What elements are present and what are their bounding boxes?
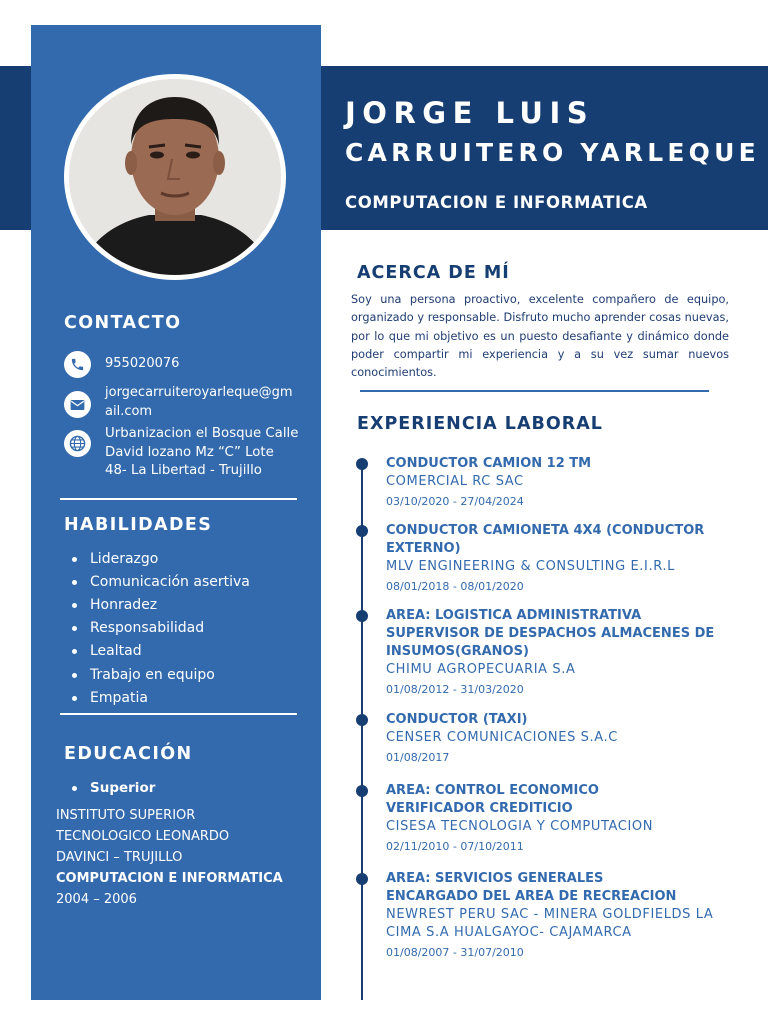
bullet-icon — [72, 557, 77, 562]
name-first: JORGE LUIS — [345, 96, 595, 130]
skill-item: Empatia — [72, 687, 250, 710]
job-entry — [386, 607, 726, 697]
bullet-icon — [72, 626, 77, 631]
sidebar-divider — [60, 713, 297, 715]
education-institution-line: INSTITUTO SUPERIOR — [56, 808, 196, 823]
contact-phone — [64, 351, 299, 378]
job-title: AREA: CONTROL ECONOMICO — [386, 783, 599, 798]
job-company: CENSER COMUNICACIONES S.A.C — [386, 730, 618, 745]
job-company: CHIMU AGROPECUARIA S.A — [386, 662, 576, 677]
skill-item: Honradez — [72, 594, 250, 617]
education-career: COMPUTACION E INFORMATICA — [56, 871, 283, 886]
experience-heading: EXPERIENCIA LABORAL — [357, 414, 603, 434]
job-dates: 02/11/2010 - 07/10/2011 — [386, 840, 524, 853]
job-title: VERIFICADOR CREDITICIO — [386, 801, 573, 816]
job-company: COMERCIAL RC SAC — [386, 474, 524, 489]
section-divider — [360, 390, 709, 392]
timeline-dot — [356, 785, 368, 797]
education-institution-line: TECNOLOGICO LEONARDO — [56, 829, 230, 844]
bullet-icon — [72, 649, 77, 654]
job-dates: 03/10/2020 - 27/04/2024 — [386, 495, 524, 508]
contact-address — [64, 425, 299, 481]
education-institution-line: DAVINCI – TRUJILLO — [56, 850, 183, 865]
timeline-dot — [356, 610, 368, 622]
contact-heading: CONTACTO — [64, 313, 182, 333]
timeline-dot — [356, 714, 368, 726]
skill-item: Responsabilidad — [72, 617, 250, 640]
skills-list — [72, 548, 250, 710]
job-dates: 01/08/2012 - 31/03/2020 — [386, 683, 524, 696]
education-years: 2004 – 2006 — [56, 892, 137, 907]
timeline-line — [361, 462, 363, 1000]
job-company: CIMA S.A HUALGAYOC- CAJAMARCA — [386, 925, 632, 940]
timeline-dot — [356, 458, 368, 470]
globe-icon — [64, 430, 91, 457]
job-title: CONDUCTOR CAMION 12 TM — [386, 456, 592, 471]
about-text: Soy una persona proactivo, excelente compañero de equipo, organizado y responsable. Disfruto mucho aprender cosas nuevas, por lo que mi objetivo es un puesto desafiante y dinámico donde poder compartir mi experiencia y a su vez sumar nuevos conocimientos. — [351, 293, 729, 380]
timeline-dot — [356, 525, 368, 537]
skill-item: Lealtad — [72, 640, 250, 663]
job-title: CONDUCTOR (TAXI) — [386, 712, 528, 727]
address-text: Urbanizacion el Bosque Calle David lozano Mz “C” Lote 48- La Libertad - Trujillo — [105, 426, 299, 478]
job-title: SUPERVISOR DE DESPACHOS ALMACENES DE — [386, 626, 715, 641]
skill-item: Trabajo en equipo — [72, 663, 250, 686]
skills-heading: HABILIDADES — [64, 515, 213, 535]
contact-email — [64, 384, 299, 421]
skill-item: Liderazgo — [72, 548, 250, 571]
timeline-dot — [356, 873, 368, 885]
phone-icon — [64, 351, 91, 378]
job-entry — [386, 522, 726, 594]
profile-photo — [69, 79, 281, 275]
job-entry — [386, 870, 726, 960]
job-entry — [386, 455, 726, 509]
profession-title: COMPUTACION E INFORMATICA — [345, 193, 648, 212]
education-level: Superior — [72, 780, 155, 796]
skill-item: Comunicación asertiva — [72, 571, 250, 594]
profile-photo-illustration — [69, 79, 281, 275]
phone-number: 955020076 — [105, 356, 180, 371]
job-title: CONDUCTOR CAMIONETA 4X4 (CONDUCTOR — [386, 523, 705, 538]
job-title: AREA: LOGISTICA ADMINISTRATIVA — [386, 608, 642, 623]
job-dates: 08/01/2018 - 08/01/2020 — [386, 580, 524, 593]
job-company: NEWREST PERU SAC - MINERA GOLDFIELDS LA — [386, 907, 714, 922]
job-entry — [386, 711, 726, 765]
email-address[interactable]: jorgecarruiteroyarleque@gmail.com — [105, 385, 293, 419]
job-title: AREA: SERVICIOS GENERALES — [386, 871, 604, 886]
about-heading: ACERCA DE MÍ — [357, 263, 510, 283]
name-last: CARRUITERO YARLEQUE — [345, 138, 760, 167]
sidebar-divider — [60, 498, 297, 500]
job-company: CISESA TECNOLOGIA Y COMPUTACION — [386, 819, 654, 834]
job-dates: 01/08/2007 - 31/07/2010 — [386, 946, 524, 959]
bullet-icon — [72, 696, 77, 701]
bullet-icon — [72, 580, 77, 585]
job-company: MLV ENGINEERING & CONSULTING E.I.R.L — [386, 559, 675, 574]
email-icon — [64, 391, 91, 418]
job-title: EXTERNO) — [386, 541, 461, 556]
job-dates: 01/08/2017 — [386, 751, 450, 764]
bullet-icon — [72, 673, 77, 678]
job-title: INSUMOS(GRANOS) — [386, 644, 529, 659]
bullet-icon — [72, 786, 77, 791]
bullet-icon — [72, 603, 77, 608]
job-title: ENCARGADO DEL AREA DE RECREACION — [386, 889, 677, 904]
education-heading: EDUCACIÓN — [64, 744, 193, 764]
job-entry — [386, 782, 726, 854]
